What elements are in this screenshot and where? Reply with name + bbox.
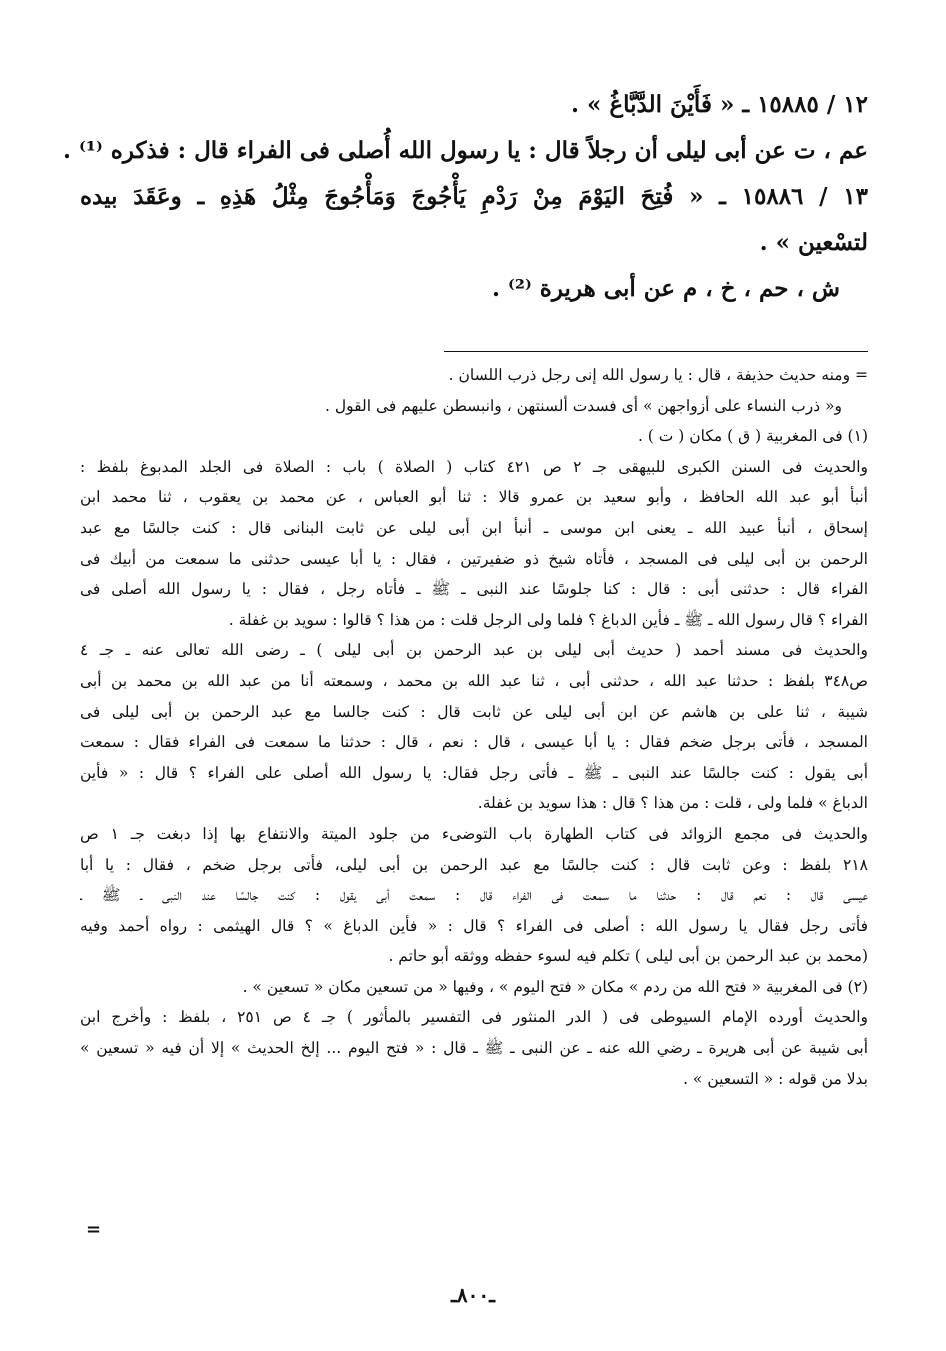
footnote-line: أبى شيبة عن أبى هريرة ـ رضي الله عنه ـ عن النبى ـ ﷺ ـ قال : « فتح اليوم ... إلخ الحديث » إلا أن فيه « تسعين » [80, 1039, 868, 1058]
footnote-line: عيسى قال : نعم قال : حدثنا ما سمعت فى الفراء قال : سمعت أبى يقول : كنت جالسًا عند النبى ـ ﷺ ـ [80, 886, 868, 905]
footnote-line: ٢١٨ بلفظ : وعن ثابت قال : كنت جالسًا مع عبد الرحمن بن أبى ليلى، فأتى برجل ضخم ، فقال : يا أبا [80, 855, 868, 874]
footnote-line: شيبة ، ثنا على بن هاشم عن ابن أبى ليلى عن ثابت قال : كنت جالسا مع عبد الرحمن بن أبى ليلى فى [80, 702, 868, 721]
footnote-line: = ومنه حديث حذيفة ، قال : يا رسول الله إنى رجل ذرب اللسان . [448, 366, 868, 384]
hadith-15886-source-line: ش ، حم ، خ ، م عن أبى هريرة ⁽²⁾ . [492, 275, 840, 302]
footnote-separator [444, 351, 868, 352]
footnote-line: بدلا من قوله : « التسعين » . [683, 1069, 868, 1088]
footnote-line: (١) فى المغربية ( ق ) مكان ( ت ) . [637, 427, 868, 446]
footnote-line: فأتى رجل فقال يا رسول الله : أصلى فى الفراء ؟ قال : « فأين الدباغ » ؟ قال الهيثمى : رواه أحمد وفيه [80, 916, 868, 935]
main-text-block [63, 82, 868, 312]
footnote-line: الفراء ؟ قال رسول الله ـ ﷺ ـ فأين الدباغ ؟ فلما ولى الرجل قلت : من هذا ؟ قالوا : سويد بن غفلة . [228, 610, 868, 629]
continuation-mark: = [86, 1219, 102, 1240]
footnotes-block [80, 360, 868, 1094]
footnote-line: الرحمن بن أبى ليلى فى المسجد ، فأتاه شيخ ذو ضفيرتين ، فقال : يا أبا عيسى حدثنى ما سمعت من أبيك فى [80, 549, 868, 568]
footnote-line: أبى يقول : كنت جالسًا عند النبى ـ ﷺ ـ فأتى رجل فقال: يا رسول الله أصلى على الفراء ؟ قال : « فأين [80, 763, 868, 782]
footnote-line: ص٣٤٨ بلفظ : حدثنا عبد الله ، حدثنى أبى ، ثنا عبد الله بن محمد ، وسمعته أنا من عبد الله بن محمد بن أبى [80, 671, 868, 690]
hadith-15886-line: ١٣ / ١٥٨٨٦ ـ « فُتِحَ اليَوْمَ مِنْ رَدْمِ يَأْجُوجَ وَمَأْجُوجَ مِثْلُ هَذِهِ ـ وعَقَدَ بيده [80, 183, 868, 210]
hadith-15886-continuation-line: لتسْعين » . [759, 229, 868, 256]
footnote-line: المسجد ، فأتى برجل ضخم فقال : يا أبا عيسى ، قال : نعم ، قال : حدثنا ما سمعت فى الفراء فقال : سمعت [80, 733, 868, 752]
footnote-line: (٢) فى المغربية « فتح الله من ردم » مكان « فتح اليوم » ، وفيها « من تسعين مكان « تسعين » . [242, 977, 868, 996]
hadith-15885-line: ١٢ / ١٥٨٨٥ ـ « فَأَيْنَ الدَّبَّاغُ » . [571, 91, 868, 118]
footnote-line: والحديث فى السنن الكبرى للبيهقى جـ ٢ ص ٤٢١ كتاب ( الصلاة ) باب : الصلاة فى الجلد المدبوغ بلفظ : [80, 457, 868, 476]
page-number: ـ٨٠٠ـ [451, 1283, 495, 1307]
footnote-line: (محمد بن عبد الرحمن بن أبى ليلى ) تكلم فيه لسوء حفظه ووثقه أبو حاتم . [388, 947, 868, 966]
footnote-line: الدباغ » فلما ولى ، قلت : من هذا ؟ قال : هذا سويد بن غفلة. [477, 794, 868, 813]
hadith-15885-source-line: عم ، ت عن أبى ليلى أن رجلاً قال : يا رسول الله أُصلى فى الفراء قال : فذكره ⁽¹⁾ . [63, 137, 868, 164]
footnote-line: والحديث أورده الإمام السيوطى فى ( الدر المنثور فى التفسير بالمأثور ) جـ ٤ ص ٢٥١ ، بلفظ : وأخرج ابن [80, 1008, 868, 1027]
footnote-line: والحديث فى مجمع الزوائد فى كتاب الطهارة باب التوضىء من جلود الميتة والانتفاع بها إذا دبغت جـ ١ ص [80, 824, 868, 843]
footnote-line: والحديث فى مسند أحمد ( حديث أبى ليلى بن عبد الرحمن بن أبى ليلى ) ـ رضى الله تعالى عنه ـ جـ ٤ [80, 641, 868, 660]
footnote-line: و« ذرب النساء على أزواجهن » أى فسدت ألسنتهن ، وانبسطن عليهم فى القول . [325, 396, 842, 415]
footnote-line: الفراء قال : حدثنى أبى : قال : كنا جلوسًا عند النبى ـ ﷺ ـ فأتاه رجل ، فقال : يا رسول الله أصلى فى [80, 580, 868, 599]
footnote-line: أنبأ أبو عبد الله الحافظ ، وأبو سعيد بن عمرو قالا : ثنا أبو العباس ، عن محمد بن يعقوب ، ثنا محمد ابن [80, 488, 868, 507]
footnote-line: إسحاق ، أنبأ عبيد الله ـ يعنى ابن موسى ـ أنبأ ابن أبى ليلى عن ثابت البنانى قال : كنت جالسًا مع عبد [80, 518, 868, 537]
